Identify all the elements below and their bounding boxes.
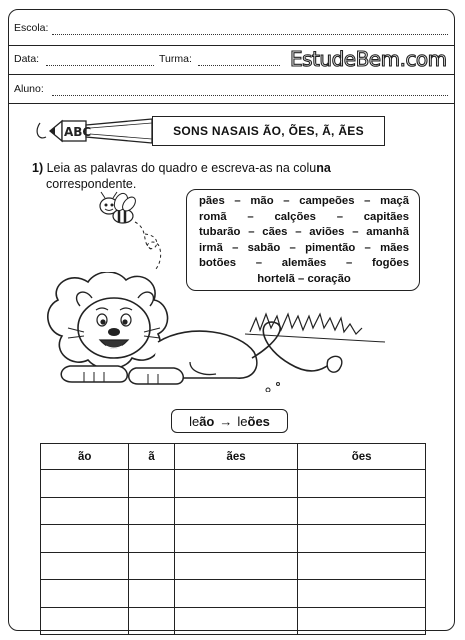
word-line: romã – calções – capitães (199, 210, 409, 223)
answer-cell[interactable] (298, 552, 426, 580)
example-singular-pre: le (189, 413, 200, 429)
answer-cell[interactable] (174, 470, 298, 498)
table-row (41, 497, 426, 525)
header-divider (8, 103, 455, 104)
lion-illustration (40, 272, 400, 392)
header-divider (8, 45, 455, 46)
answer-cell[interactable] (129, 470, 174, 498)
answer-cell[interactable] (298, 497, 426, 525)
data-field[interactable] (46, 65, 154, 66)
abc-pencil-icon (32, 111, 152, 151)
answer-cell[interactable] (174, 580, 298, 608)
table-header-row (41, 444, 426, 470)
word-line: tubarão – cães – aviões – amanhã (199, 226, 409, 239)
answer-cell[interactable] (129, 497, 174, 525)
answer-cell[interactable] (174, 497, 298, 525)
answer-cell[interactable] (298, 470, 426, 498)
answer-cell[interactable] (129, 580, 174, 608)
escola-field[interactable] (52, 34, 448, 35)
question-1 (32, 160, 442, 192)
svg-text:ABC: ABC (64, 125, 92, 139)
worksheet-title-text: SONS NASAIS ÃO, ÕES, Ã, ÃES (173, 124, 364, 138)
table-row (41, 552, 426, 580)
escola-label: Escola: (14, 22, 49, 34)
answer-cell[interactable] (41, 470, 129, 498)
answer-cell[interactable] (41, 525, 129, 553)
example-box (171, 409, 288, 433)
answer-cell[interactable] (174, 552, 298, 580)
word-line: hortelã – coração (257, 272, 351, 285)
answer-cell[interactable] (41, 580, 129, 608)
header-divider (8, 74, 455, 75)
brand-logo: EstudeBem.com (290, 47, 447, 71)
answer-cell[interactable] (174, 525, 298, 553)
turma-field[interactable] (198, 65, 280, 66)
column-header-aes: ães (174, 444, 298, 470)
answer-cell[interactable] (298, 607, 426, 635)
worksheet-title (152, 116, 385, 146)
answer-cell[interactable] (41, 607, 129, 635)
data-label: Data: (14, 53, 40, 65)
answer-cell[interactable] (174, 607, 298, 635)
answer-cell[interactable] (298, 580, 426, 608)
table-row (41, 607, 426, 635)
word-line: pães – mão – campeões – maçã (199, 195, 409, 207)
answer-cell[interactable] (41, 497, 129, 525)
table-row (41, 580, 426, 608)
table-row (41, 470, 426, 498)
table-row (41, 525, 426, 553)
example-singular-bold: ão (199, 413, 215, 429)
example-plural-pre: le (237, 413, 248, 429)
column-header-a: ã (129, 444, 174, 470)
example-plural-bold: ões (247, 413, 270, 429)
question-number: 1) (32, 161, 44, 175)
answer-cell[interactable] (41, 552, 129, 580)
aluno-label: Aluno: (14, 83, 44, 95)
answer-cell[interactable] (129, 552, 174, 580)
column-header-oes: ões (298, 444, 426, 470)
turma-label: Turma: (159, 53, 192, 65)
word-line: irmã – sabão – pimentão – mães (199, 241, 409, 254)
column-header-ao: ão (41, 444, 129, 470)
aluno-field[interactable] (52, 95, 448, 96)
question-text: Leia as palavras do quadro e escreva-as na colu (46, 161, 317, 175)
question-text-line2: correspondente. (46, 177, 137, 191)
question-text-end: na (316, 161, 331, 175)
answer-cell[interactable] (129, 607, 174, 635)
word-line: botões – alemães – fogões (199, 257, 409, 270)
bee-trail (143, 232, 183, 272)
answer-table (40, 443, 426, 635)
answer-cell[interactable] (298, 525, 426, 553)
arrow-icon: → (219, 413, 233, 429)
answer-cell[interactable] (129, 525, 174, 553)
